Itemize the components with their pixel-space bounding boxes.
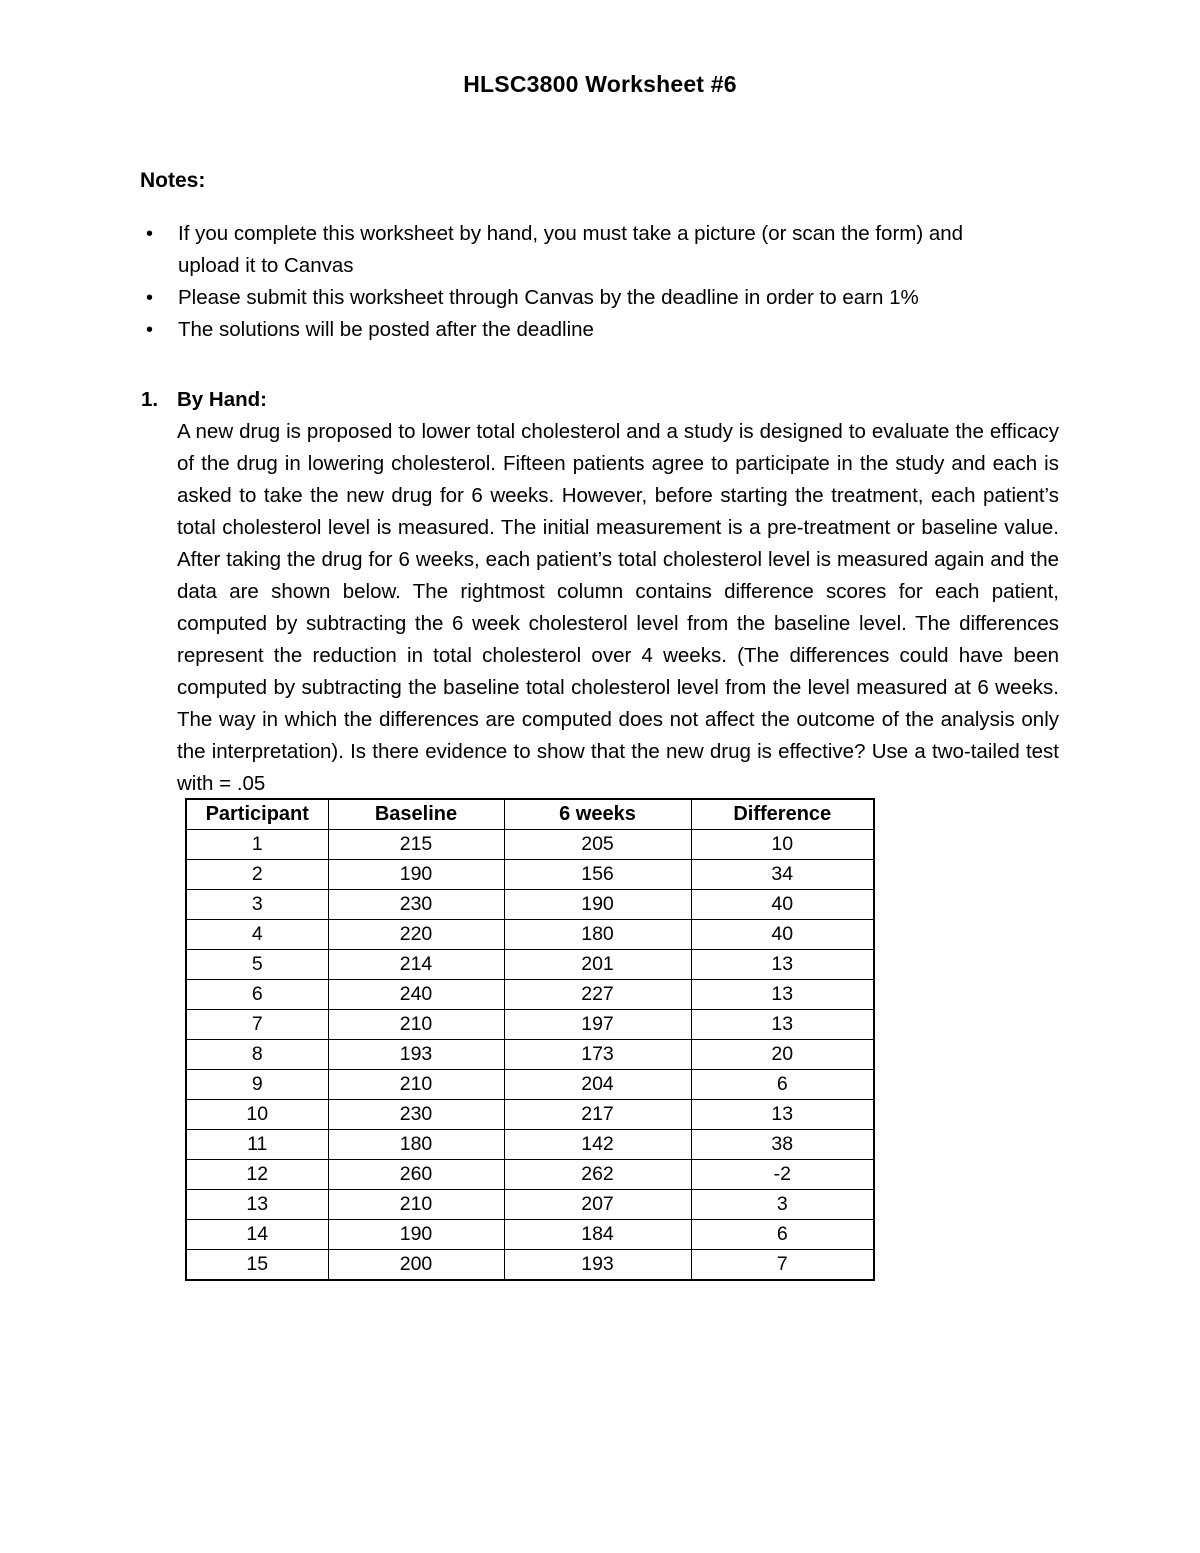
cell-six-weeks: 204 bbox=[504, 1070, 691, 1100]
cell-six-weeks: 201 bbox=[504, 950, 691, 980]
cell-difference: 13 bbox=[691, 980, 874, 1010]
list-item bbox=[140, 282, 1030, 314]
column-header-participant: Participant bbox=[186, 799, 328, 830]
cell-participant: 5 bbox=[186, 950, 328, 980]
cholesterol-data-table bbox=[185, 798, 873, 1281]
cell-six-weeks: 205 bbox=[504, 830, 691, 860]
cell-baseline: 200 bbox=[328, 1250, 504, 1281]
cell-participant: 10 bbox=[186, 1100, 328, 1130]
table-row bbox=[186, 1190, 874, 1220]
cell-difference: 6 bbox=[691, 1220, 874, 1250]
cell-participant: 4 bbox=[186, 920, 328, 950]
cell-baseline: 180 bbox=[328, 1130, 504, 1160]
cell-difference: 38 bbox=[691, 1130, 874, 1160]
cell-difference: -2 bbox=[691, 1160, 874, 1190]
column-header-difference: Difference bbox=[691, 799, 874, 830]
list-item-text: The solutions will be posted after the deadline bbox=[178, 318, 594, 341]
cell-baseline: 210 bbox=[328, 1070, 504, 1100]
table-row bbox=[186, 1160, 874, 1190]
list-item-text: If you complete this worksheet by hand, you must take a picture (or scan the form) and upload it to Canvas bbox=[178, 222, 964, 277]
cell-baseline: 190 bbox=[328, 1220, 504, 1250]
notes-heading: Notes: bbox=[140, 169, 206, 192]
list-item bbox=[140, 314, 1030, 346]
cell-six-weeks: 197 bbox=[504, 1010, 691, 1040]
table-row bbox=[186, 950, 874, 980]
cell-six-weeks: 217 bbox=[504, 1100, 691, 1130]
cell-six-weeks: 193 bbox=[504, 1250, 691, 1281]
cell-difference: 7 bbox=[691, 1250, 874, 1281]
table-body bbox=[186, 830, 874, 1281]
cell-six-weeks: 184 bbox=[504, 1220, 691, 1250]
table-header-row bbox=[186, 799, 874, 830]
cell-difference: 13 bbox=[691, 1010, 874, 1040]
cell-participant: 12 bbox=[186, 1160, 328, 1190]
cell-six-weeks: 142 bbox=[504, 1130, 691, 1160]
cell-participant: 6 bbox=[186, 980, 328, 1010]
cell-participant: 8 bbox=[186, 1040, 328, 1070]
cell-difference: 40 bbox=[691, 890, 874, 920]
cell-participant: 14 bbox=[186, 1220, 328, 1250]
cell-difference: 34 bbox=[691, 860, 874, 890]
question-body-text: A new drug is proposed to lower total cholesterol and a study is designed to evaluate the efficacy of the drug in lowering cholesterol. Fifteen patients agree to participate in the study and each is asked to take the new drug for 6 weeks. However, before starting the treatment, each patient’s total cholesterol level is measured. The initial measurement is a pre-treatment or baseline value. After taking the drug for 6 weeks, each patient’s total cholesterol level is measured again and the data are shown below. The rightmost column contains difference scores for each patient, computed by subtracting the 6 week cholesterol level from the baseline level. The differences represent the reduction in total cholesterol over 4 weeks. (The differences could have been computed by subtracting the baseline total cholesterol level from the level measured at 6 weeks. The way in which the differences are computed does not affect the outcome of the analysis only the interpretation). Is there evidence to show that the new drug is effective? Use a two-tailed test with = .05 bbox=[177, 420, 1059, 795]
bullet-icon: • bbox=[146, 319, 154, 341]
cell-baseline: 214 bbox=[328, 950, 504, 980]
cell-six-weeks: 156 bbox=[504, 860, 691, 890]
cell-baseline: 210 bbox=[328, 1010, 504, 1040]
cell-baseline: 193 bbox=[328, 1040, 504, 1070]
cell-six-weeks: 262 bbox=[504, 1160, 691, 1190]
column-header-baseline: Baseline bbox=[328, 799, 504, 830]
cell-participant: 7 bbox=[186, 1010, 328, 1040]
question-heading: By Hand: bbox=[177, 388, 267, 411]
table-row bbox=[186, 1130, 874, 1160]
bullet-icon: • bbox=[146, 287, 154, 309]
cell-participant: 9 bbox=[186, 1070, 328, 1100]
cell-difference: 40 bbox=[691, 920, 874, 950]
table-row bbox=[186, 920, 874, 950]
cell-difference: 13 bbox=[691, 1100, 874, 1130]
page-title: HLSC3800 Worksheet #6 bbox=[463, 71, 737, 97]
notes-bullet-list bbox=[140, 218, 1030, 346]
table-row bbox=[186, 830, 874, 860]
table-row bbox=[186, 1010, 874, 1040]
cell-baseline: 230 bbox=[328, 1100, 504, 1130]
cell-baseline: 230 bbox=[328, 890, 504, 920]
cell-participant: 15 bbox=[186, 1250, 328, 1281]
cell-participant: 2 bbox=[186, 860, 328, 890]
question-number: 1. bbox=[141, 388, 159, 411]
cell-difference: 10 bbox=[691, 830, 874, 860]
table-row bbox=[186, 1250, 874, 1281]
cell-six-weeks: 180 bbox=[504, 920, 691, 950]
cell-baseline: 260 bbox=[328, 1160, 504, 1190]
cell-participant: 13 bbox=[186, 1190, 328, 1220]
cell-baseline: 210 bbox=[328, 1190, 504, 1220]
column-header-six-weeks: 6 weeks bbox=[504, 799, 691, 830]
cell-difference: 6 bbox=[691, 1070, 874, 1100]
cell-baseline: 220 bbox=[328, 920, 504, 950]
table-row bbox=[186, 1100, 874, 1130]
cell-baseline: 190 bbox=[328, 860, 504, 890]
bullet-icon: • bbox=[146, 223, 154, 245]
cell-six-weeks: 227 bbox=[504, 980, 691, 1010]
cell-six-weeks: 173 bbox=[504, 1040, 691, 1070]
cell-participant: 3 bbox=[186, 890, 328, 920]
table-row bbox=[186, 890, 874, 920]
cell-baseline: 240 bbox=[328, 980, 504, 1010]
list-item bbox=[140, 218, 1030, 282]
list-item-text: Please submit this worksheet through Canvas by the deadline in order to earn 1% bbox=[178, 286, 919, 309]
table-row bbox=[186, 1040, 874, 1070]
table-row bbox=[186, 1070, 874, 1100]
cell-participant: 1 bbox=[186, 830, 328, 860]
cell-difference: 13 bbox=[691, 950, 874, 980]
cell-difference: 3 bbox=[691, 1190, 874, 1220]
cell-six-weeks: 190 bbox=[504, 890, 691, 920]
cell-difference: 20 bbox=[691, 1040, 874, 1070]
cell-baseline: 215 bbox=[328, 830, 504, 860]
table-row bbox=[186, 980, 874, 1010]
table-row bbox=[186, 1220, 874, 1250]
cell-six-weeks: 207 bbox=[504, 1190, 691, 1220]
table-row bbox=[186, 860, 874, 890]
cell-participant: 11 bbox=[186, 1130, 328, 1160]
